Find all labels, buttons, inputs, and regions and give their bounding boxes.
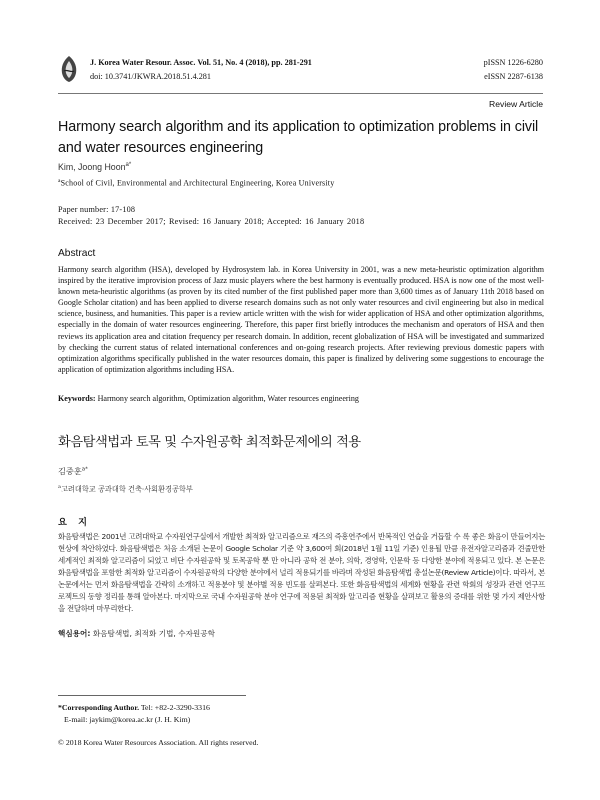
korean-author [58, 466, 88, 477]
korean-affiliation-mark: a [58, 484, 61, 490]
author-name: Kim, Joong Hoon [58, 162, 126, 172]
pissn: pISSN 1226-6280 [483, 58, 543, 67]
keywords-text: Harmony search algorithm, Optimization algorithm, Water resources engineering [97, 394, 359, 403]
doi[interactable]: doi: 10.3741/JKWRA.2018.51.4.281 [90, 72, 211, 81]
corresponding-tel: Tel: +82-2-3290-3316 [140, 703, 210, 712]
journal-citation: J. Korea Water Resour. Assoc. Vol. 51, No. 4 (2018), pp. 281-291 [90, 58, 312, 67]
corresponding-author [58, 702, 210, 713]
korean-title: 화음탐색법과 토목 및 수자원공학 최적화문제에의 적용 [58, 435, 361, 450]
footnote-rule [58, 695, 246, 696]
paper-dates: Received: 23 December 2017; Revised: 16 January 2018; Accepted: 16 January 2018 [58, 217, 365, 226]
abstract-body: Harmony search algorithm (HSA), developed by Hydrosystem lab. in Korea University in 2001, was a new meta-heuristic optimization algorithm inspired by the iterative improvision process of Jazz music players where the best harmony is eventually produced. HSA is now one of the most well-known meta-heuristic algorithms (as proven by its cited number of the first published paper more than 3,600 times as of January 11th 2018 based on Google Scholar citation) and has been applied to diverse research domains such as not only water resources and civil engineering but also in medical science, business, and humanities. This paper is a review article written with the wish for wider application of HSA and other optimization algorithms, especially in the domain of water resources engineering. Therefore, this paper first briefly introduces the mechanism and operators of HSA and then reviews its application area and citation frequency per research domain. In addition, recent globalization of HSA will be investigated and summarized by checking the current status of related international conferences and on-going research projects. After reviewing previous domestic papers with optimization algorithms specifically published in the water resources domain, this paper is finalized by delivering some suggestions to encourage the application of optimization algorithms including HSA. [58, 265, 544, 374]
korean-keywords-label: 핵심용어: [58, 629, 91, 638]
keywords [58, 394, 359, 403]
korean-keywords [58, 628, 215, 639]
corresponding-label: *Corresponding Author. [58, 703, 140, 712]
journal-logo-icon [58, 55, 80, 83]
corresponding-email[interactable]: E-mail: jaykim@korea.ac.kr (J. H. Kim) [64, 715, 191, 724]
keywords-label: Keywords: [58, 394, 96, 403]
korean-abstract-heading: 요 지 [58, 517, 91, 528]
eissn: eISSN 2287-6138 [484, 72, 543, 81]
article-type: Review Article [489, 99, 543, 109]
header-rule [58, 93, 543, 94]
affiliation [58, 178, 334, 188]
paper-number: Paper number: 17-108 [58, 205, 136, 214]
paper-title: Harmony search algorithm and its application to optimization problems in civil and water resources engineering [58, 119, 539, 156]
korean-affiliation-text: 고려대학교 공과대학 건축·사회환경공학부 [60, 484, 193, 494]
author-mark: a* [125, 162, 132, 169]
author-line [58, 162, 131, 172]
korean-author-name: 김중훈 [58, 466, 82, 476]
abstract-heading: Abstract [58, 248, 96, 259]
affiliation-text: School of Civil, Environmental and Architectural Engineering, Korea University [60, 178, 335, 188]
korean-affiliation [58, 484, 193, 494]
korean-abstract-body: 화음탐색법은 2001년 고려대학교 수자원연구실에서 개발한 최적화 알고리즘으로 재즈의 즉흥연주에서 반복적인 연습을 거듭할 수 록 좋은 화음이 만들어지는 현상에 착안하였다. 화음탐색법은 처음 소개된 논문이 Google Scholar 기준 약 3,600여 회(2018년 1월 11일 기준) 인용될 만큼 유전자알고리즘과 견줄만한 세계적인 최적화 알고리즘이 되었고 비단 수자원공학 및 토목공학 뿐 만 아니라 공학 전 분야, 의학, 경영학, 인문학 등 다양한 분야에 적용되고 있다. 본 논문은 화음탐색법을 포함한 최적화 알고리즘이 수자원공학의 다양한 분야에서 널리 적용되기를 바라며 작성된 화음탐색법 총설논문(Review Article)이다. 따라서, 본 논문에서는 먼저 화음탐색법을 간략히 소개하고 적용분야 및 분야별 적용 빈도를 살펴본다. 또한 화음탐색법의 세계화 현황을 관련 학회의 성장과 관련 연구프로젝트의 동향 정리를 통해 알아본다. 마지막으로 국내 수자원공학 분야 연구에 적용된 최적화 알고리즘 현황을 살펴보고 활용의 증대를 위한 몇 가지 제안사항을 전달하며 마무리한다. [58, 532, 545, 613]
affiliation-mark: a [58, 178, 61, 184]
copyright: © 2018 Korea Water Resources Association. All rights reserved. [58, 738, 259, 747]
korean-keywords-text: 화음탐색법, 최적화 기법, 수자원공학 [92, 629, 215, 638]
korean-author-mark: a* [81, 466, 88, 473]
